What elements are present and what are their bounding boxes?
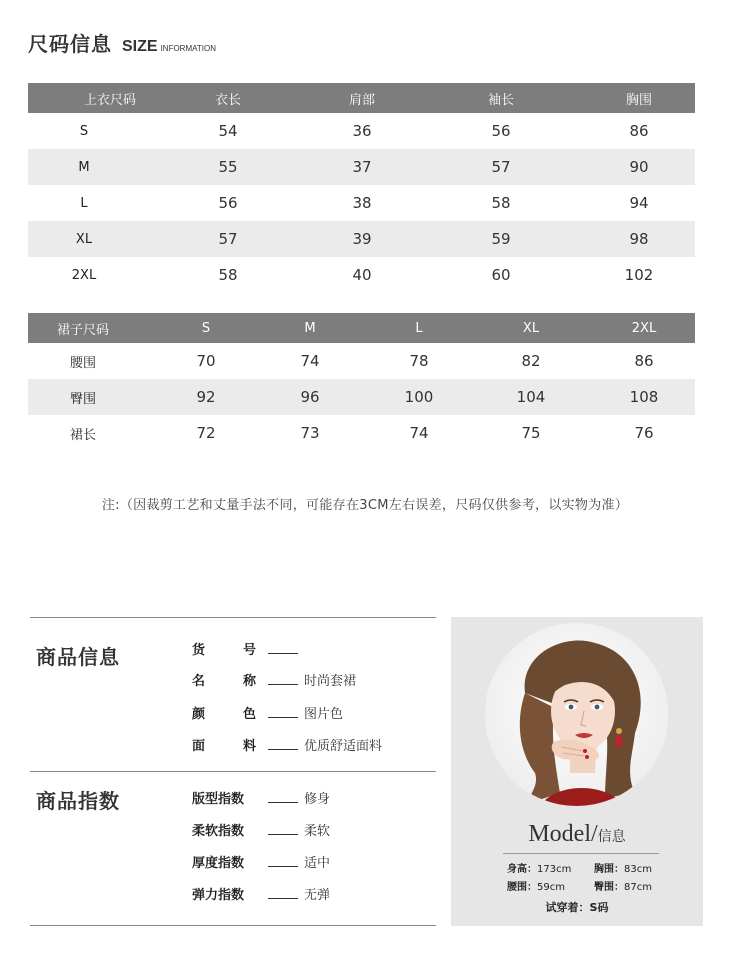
table-cell: 100 — [404, 388, 434, 406]
table-row — [28, 185, 695, 221]
info-item — [192, 638, 304, 658]
table-row — [28, 113, 695, 149]
table-cell: 74 — [300, 352, 320, 370]
product-info-title: 商品信息 — [36, 645, 120, 669]
info-key: 名 称 — [192, 673, 256, 689]
blank-line — [268, 717, 298, 718]
model-hip: 臀围：87cm — [594, 882, 652, 893]
model-waist: 腰围：59cm — [507, 882, 565, 893]
row-label: XL — [75, 231, 93, 247]
header-cell: S — [201, 320, 211, 336]
blank-line — [268, 834, 298, 835]
blank-line — [268, 866, 298, 867]
row-label: 臀围 — [69, 391, 96, 407]
table-cell: 36 — [352, 122, 372, 140]
model-photo — [485, 623, 668, 806]
info-key: 货 号 — [192, 642, 256, 658]
model-title-cn: 信息 — [597, 829, 626, 845]
table-cell: 58 — [491, 194, 511, 212]
model-wearing-size: 试穿着：S码 — [545, 901, 609, 914]
index-item — [192, 819, 330, 839]
divider — [30, 771, 436, 772]
table-cell: 59 — [491, 230, 511, 248]
index-key: 柔软指数 — [192, 823, 245, 839]
row-label: 2XL — [71, 267, 97, 283]
row-label: M — [78, 159, 90, 175]
table-cell: 37 — [352, 158, 372, 176]
blank-line — [268, 802, 298, 803]
index-item — [192, 883, 330, 903]
table-header-row — [28, 83, 695, 113]
header-cell: 肩部 — [348, 92, 375, 108]
info-item — [192, 669, 356, 689]
model-portrait-illustration — [485, 623, 668, 806]
table-cell: 40 — [352, 266, 372, 284]
model-title-en: Model/ — [528, 821, 598, 847]
model-divider — [503, 853, 659, 854]
index-item — [192, 851, 330, 871]
row-label: S — [79, 123, 89, 139]
table-cell: 82 — [521, 352, 541, 370]
header-cell: M — [304, 320, 316, 336]
table-cell: 102 — [624, 266, 654, 284]
table-row — [28, 221, 695, 257]
table-cell: 104 — [516, 388, 546, 406]
page-title — [28, 28, 216, 57]
info-key: 颜 色 — [192, 706, 256, 722]
blank-line — [268, 898, 298, 899]
table-cell: 56 — [218, 194, 238, 212]
header-cell: 2XL — [631, 320, 657, 336]
skirt-size-table — [28, 313, 695, 451]
table-row — [28, 379, 695, 415]
table-cell: 56 — [491, 122, 511, 140]
table-cell: 108 — [629, 388, 659, 406]
divider — [30, 617, 436, 618]
header-cell: XL — [522, 320, 540, 336]
header-cell: 袖长 — [487, 92, 514, 108]
model-title — [451, 821, 703, 848]
table-cell: 57 — [218, 230, 238, 248]
table-cell: 92 — [196, 388, 216, 406]
table-cell: 58 — [218, 266, 238, 284]
index-value: 适中 — [304, 855, 331, 871]
row-label: L — [80, 195, 88, 211]
table-cell: 96 — [300, 388, 320, 406]
table-cell: 86 — [634, 352, 654, 370]
table-cell: 57 — [491, 158, 511, 176]
table-cell: 55 — [218, 158, 238, 176]
table-header-row — [28, 313, 695, 343]
table-cell: 54 — [218, 122, 238, 140]
header-cell: 衣长 — [214, 92, 241, 108]
title-en: SIZE — [122, 38, 158, 55]
blank-line — [268, 653, 298, 654]
row-label: 腰围 — [69, 355, 96, 371]
header-cell: 上衣尺码 — [83, 92, 136, 108]
table-row — [28, 415, 695, 451]
table-cell: 39 — [352, 230, 372, 248]
divider — [30, 925, 436, 926]
index-key: 厚度指数 — [192, 855, 245, 871]
table-cell: 38 — [352, 194, 372, 212]
model-panel — [451, 617, 703, 926]
top-size-table — [28, 83, 695, 293]
blank-line — [268, 749, 298, 750]
table-cell: 74 — [409, 424, 429, 442]
info-item — [192, 734, 382, 754]
info-value: 时尚套裙 — [304, 673, 357, 689]
header-cell: 胸围 — [625, 92, 652, 108]
table-cell: 94 — [629, 194, 649, 212]
model-height: 身高：173cm — [507, 864, 572, 875]
index-value: 无弹 — [304, 887, 331, 903]
table-cell: 72 — [196, 424, 216, 442]
table-cell: 76 — [634, 424, 654, 442]
index-value: 修身 — [304, 791, 331, 807]
index-key: 弹力指数 — [192, 887, 245, 903]
index-value: 柔软 — [304, 823, 331, 839]
table-cell: 70 — [196, 352, 216, 370]
info-key: 面 料 — [192, 738, 256, 754]
product-index-title: 商品指数 — [36, 789, 120, 813]
table-cell: 78 — [409, 352, 429, 370]
table-cell: 75 — [521, 424, 541, 442]
blank-line — [268, 684, 298, 685]
table-row — [28, 343, 695, 379]
row-label: 裙长 — [69, 427, 96, 443]
table-row — [28, 257, 695, 293]
table-cell: 98 — [629, 230, 649, 248]
table-row — [28, 149, 695, 185]
table-cell: 60 — [491, 266, 511, 284]
info-value: 优质舒适面料 — [304, 738, 383, 754]
size-note: 注:（因裁剪工艺和丈量手法不同，可能存在3CM左右误差，尺码仅供参考，以实物为准） — [101, 498, 629, 513]
index-item — [192, 787, 330, 807]
info-value: 图片色 — [304, 706, 344, 722]
title-en-small: INFORMATION — [160, 44, 216, 53]
table-cell: 86 — [629, 122, 649, 140]
table-cell: 73 — [300, 424, 320, 442]
info-item — [192, 702, 343, 722]
header-cell: 裙子尺码 — [56, 322, 109, 338]
index-key: 版型指数 — [192, 791, 245, 807]
header-cell: L — [415, 320, 423, 336]
title-cn: 尺码信息 — [28, 32, 112, 56]
model-bust: 胸围：83cm — [594, 864, 652, 875]
table-cell: 90 — [629, 158, 649, 176]
